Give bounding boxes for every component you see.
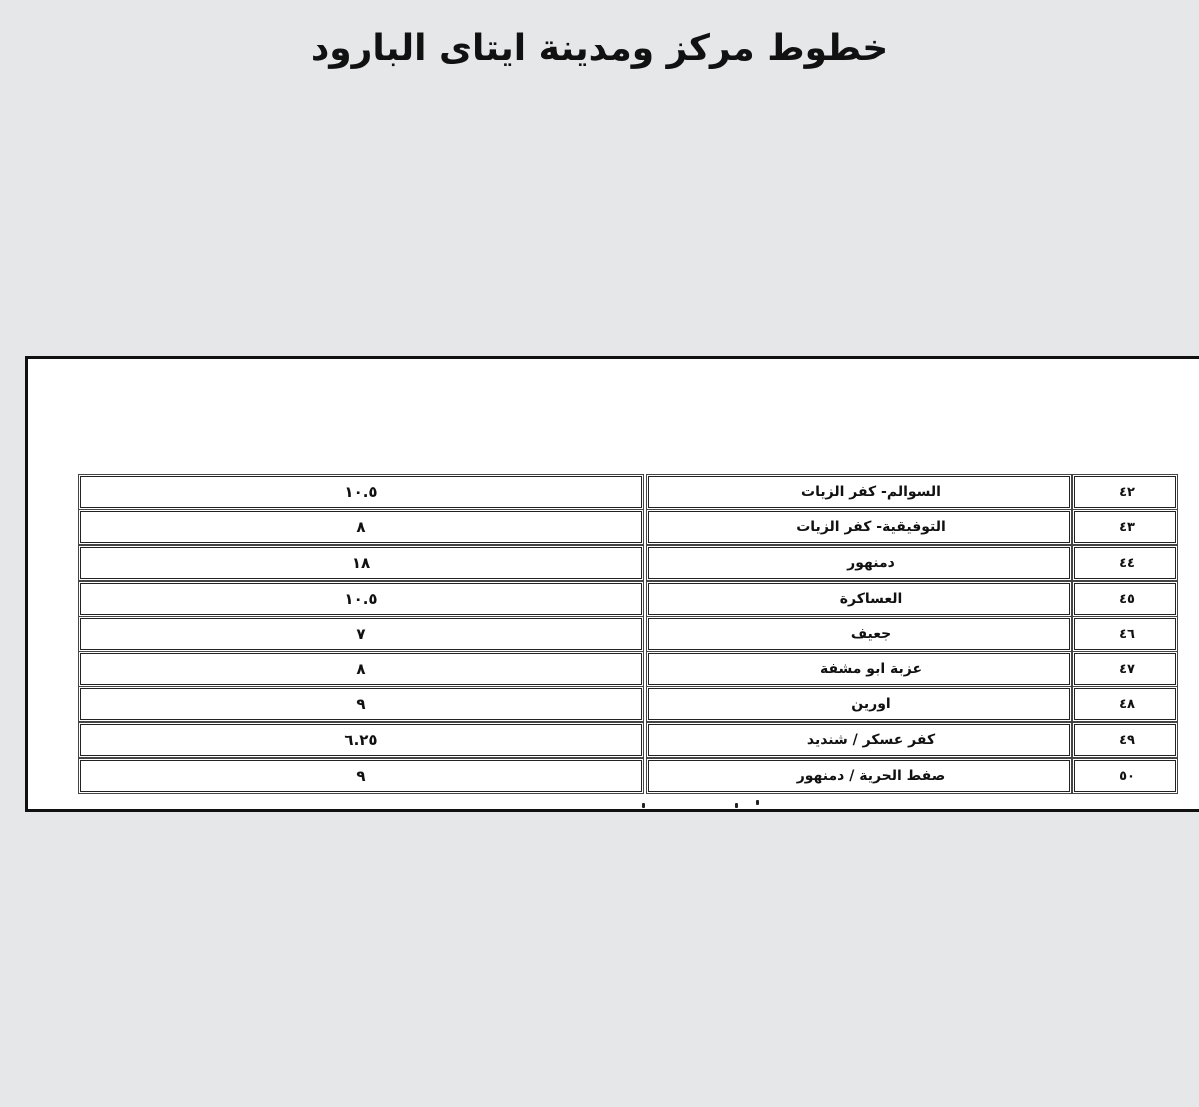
fare-cell [80,688,642,720]
number-cell [1074,760,1176,792]
fare-cell [80,547,642,579]
number-cell [1074,724,1176,756]
route-name: عزبة ابو مشفة [819,661,923,677]
fare-cell [80,653,642,685]
number-cell [1074,476,1176,508]
row-number: ٤٨ [1119,696,1135,712]
route-cell [648,724,1070,756]
fare-cell [80,476,642,508]
fare-value: ١٠.٥ [344,483,378,501]
number-cell [1074,653,1176,685]
route-name: كفر عسكر / شنديد [806,732,936,748]
fare-value: ٧ [356,625,366,643]
fare-value: ٩ [356,767,366,785]
route-name: السوالم- كفر الزيات [801,484,941,500]
fare-value: ١٨ [351,554,371,572]
row-number: ٤٥ [1119,591,1135,607]
scan-artifact-marks [640,797,760,811]
table-row [76,724,1180,760]
fare-cell [80,760,642,792]
fare-value: ٨ [356,518,366,536]
number-cell [1074,547,1176,579]
fare-value: ٦.٢٥ [344,731,378,749]
table-row [76,688,1180,724]
table-row [76,618,1180,654]
fares-table [76,472,1180,798]
route-cell [648,511,1070,543]
row-number: ٥٠ [1119,768,1135,784]
route-name: دمنهور [847,555,895,571]
route-cell [648,583,1070,615]
fare-value: ٨ [356,660,366,678]
table-row [76,511,1180,547]
route-cell [648,476,1070,508]
fare-value: ٩ [356,695,366,713]
fare-cell [80,724,642,756]
route-name: اورين [851,696,891,712]
fare-cell [80,583,642,615]
row-number: ٤٣ [1119,519,1135,535]
route-cell [648,760,1070,792]
table-row [76,476,1180,512]
route-name: صفط الحرية / دمنهور [796,768,946,784]
table-row [76,583,1180,619]
row-number: ٤٤ [1119,555,1135,571]
fare-value: ١٠.٥ [344,590,378,608]
row-number: ٤٦ [1119,626,1135,642]
fare-cell [80,618,642,650]
table-row [76,760,1180,796]
page-title: خطوط مركز ومدينة ايتاى البارود [310,28,889,69]
number-cell [1074,511,1176,543]
row-number: ٤٢ [1119,484,1135,500]
fare-cell [80,511,642,543]
route-cell [648,688,1070,720]
row-number: ٤٩ [1119,732,1135,748]
table-row [76,547,1180,583]
route-cell [648,618,1070,650]
route-name: التوفيقية- كفر الزيات [796,519,946,535]
table-row [76,653,1180,689]
row-number: ٤٧ [1119,661,1135,677]
number-cell [1074,618,1176,650]
number-cell [1074,688,1176,720]
route-name: العساكرة [839,591,903,607]
route-cell [648,547,1070,579]
route-cell [648,653,1070,685]
route-name: جعيف [850,626,892,642]
number-cell [1074,583,1176,615]
